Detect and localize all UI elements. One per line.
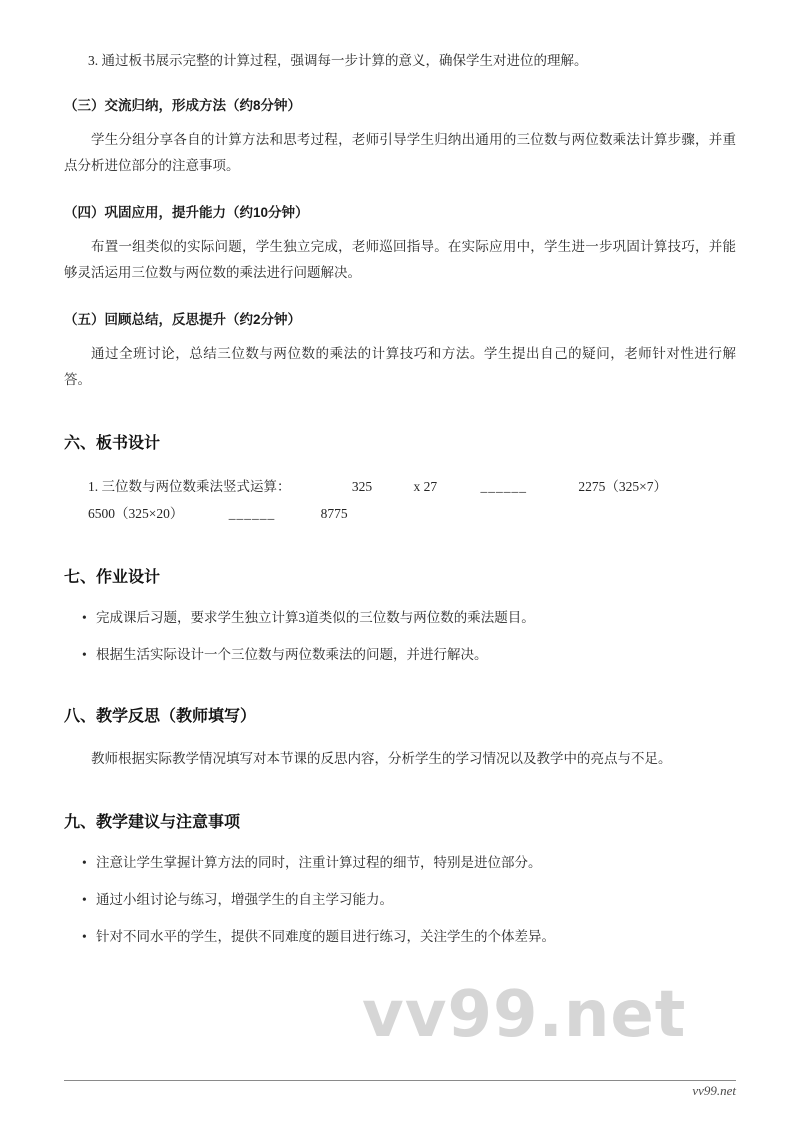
subsection-title-3: （三）交流归纳，形成方法（约8分钟）: [64, 98, 302, 113]
advice-bullet-3: • 针对不同水平的学生，提供不同难度的题目进行练习，关注学生的个体差异。: [82, 926, 736, 948]
board-design-line-2: [88, 500, 736, 527]
section-title-reflection: 八、教学反思（教师填写）: [64, 708, 257, 725]
subsection-body-4: 布置一组类似的实际问题，学生独立完成，老师巡回指导。在实际应用中，学生进一步巩固计算技巧，并能够灵活运用三位数与两位数的乘法进行问题解决。: [64, 239, 736, 280]
subsection-title-4: （四）巩固应用，提升能力（约10分钟）: [64, 205, 309, 220]
subsection-body-5: 通过全班讨论，总结三位数与两位数的乘法的计算技巧和方法。学生提出自己的疑问，老师针对性进行解答。: [64, 346, 736, 387]
board-multiplicand: 325: [351, 479, 373, 494]
board-label: 1. 三位数与两位数乘法竖式运算：: [88, 479, 291, 494]
subsection-body-3: 学生分组分享各自的计算方法和思考过程，老师引导学生归纳出通用的三位数与两位数乘法计算步骤，并重点分析进位部分的注意事项。: [64, 132, 736, 173]
site-watermark: vv99.net: [362, 978, 687, 1052]
board-multiplier: x 27: [413, 479, 438, 494]
section-title-advice: 九、教学建议与注意事项: [64, 814, 241, 831]
homework-bullet-1: • 完成课后习题，要求学生独立计算3道类似的三位数与两位数的乘法题目。: [82, 607, 736, 629]
homework-bullet-2: • 根据生活实际设计一个三位数与两位数乘法的问题，并进行解决。: [82, 644, 736, 666]
advice-bullet-2: • 通过小组讨论与练习，增强学生的自主学习能力。: [82, 889, 736, 911]
board-partial-product-2: 6500（325×20）: [88, 506, 184, 521]
footer-site-name: vv99.net: [692, 1083, 736, 1098]
footer-divider: [64, 1080, 736, 1081]
section-title-homework: 七、作业设计: [64, 569, 161, 586]
board-partial-product-1: 2275（325×7）: [578, 479, 667, 494]
subsection-title-5: （五）回顾总结，反思提升（约2分钟）: [64, 312, 302, 327]
board-design-line-1: [88, 473, 736, 500]
page-footer: [64, 1080, 736, 1099]
numbered-item-3: 3. 通过板书展示完整的计算过程，强调每一步计算的意义，确保学生对进位的理解。: [88, 53, 588, 68]
advice-bullet-1: • 注意让学生掌握计算方法的同时，注重计算过程的细节，特别是进位部分。: [82, 852, 736, 874]
board-rule-1: ______: [480, 479, 527, 494]
board-final-product: 8775: [320, 506, 348, 521]
reflection-body: 教师根据实际教学情况填写对本节课的反思内容，分析学生的学习情况以及教学中的亮点与不足。: [91, 751, 672, 766]
board-rule-2: ______: [228, 506, 276, 521]
section-title-board-design: 六、板书设计: [64, 435, 161, 452]
